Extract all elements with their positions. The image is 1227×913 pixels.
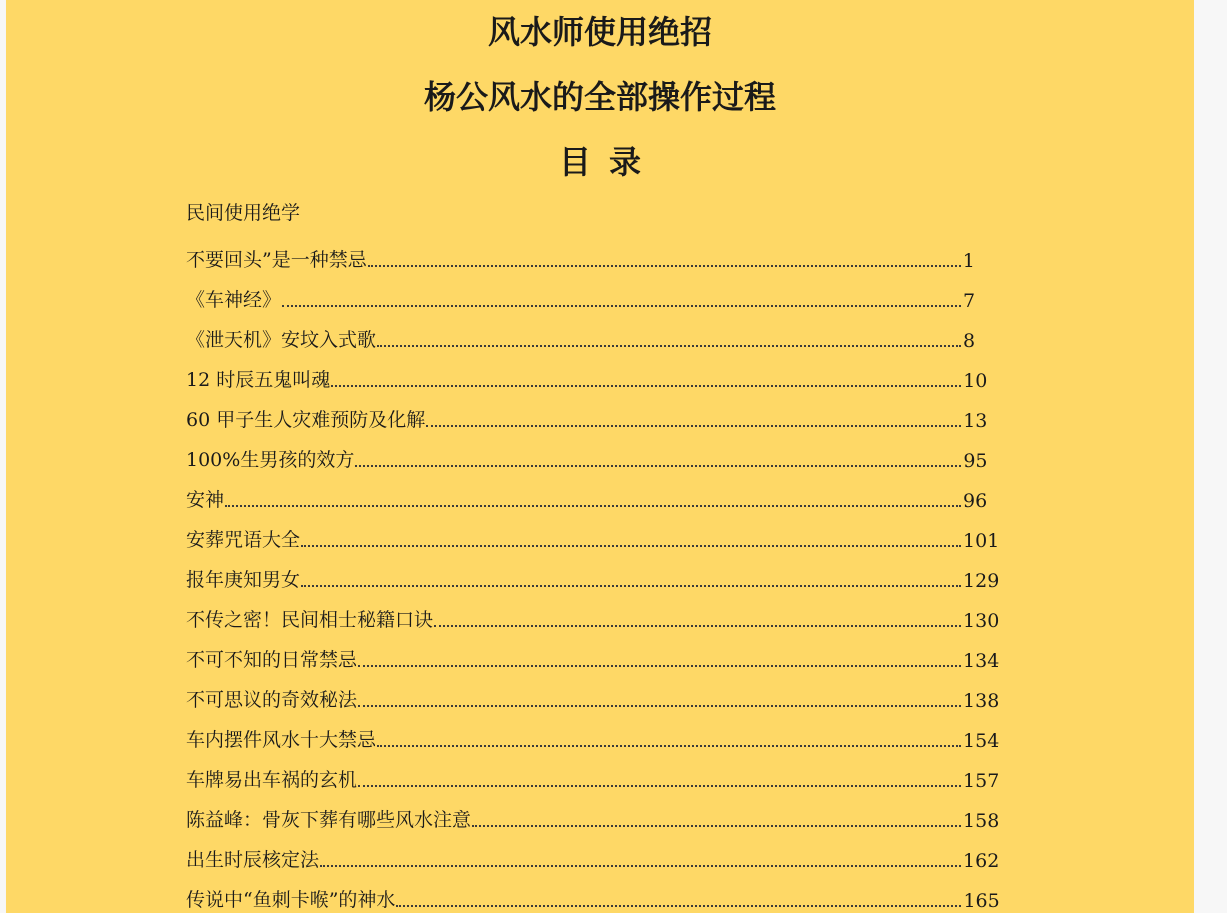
toc-leader-dots xyxy=(472,825,961,827)
toc-entry[interactable] xyxy=(186,636,1006,676)
toc-leader-dots xyxy=(225,505,961,507)
toc-leader-dots xyxy=(301,545,961,547)
viewer-margin xyxy=(1194,0,1227,913)
toc-entry-page-number: 96 xyxy=(963,490,988,512)
toc-entry[interactable] xyxy=(186,556,1006,596)
toc-entry[interactable] xyxy=(186,396,1006,436)
toc-entry-title: 不可不知的日常禁忌 xyxy=(186,649,358,671)
toc-entry[interactable] xyxy=(186,756,1006,796)
document-title: 风水师使用绝招 xyxy=(487,13,712,51)
toc-leader-dots xyxy=(426,425,961,427)
toc-entry[interactable] xyxy=(186,516,1006,556)
toc-leader-dots xyxy=(282,305,961,307)
toc-leader-dots xyxy=(355,465,961,467)
toc-entry-page-number: 101 xyxy=(963,530,1000,552)
toc-leader-dots xyxy=(396,905,961,907)
toc-entry-title: 陈益峰：骨灰下葬有哪些风水注意 xyxy=(186,809,472,831)
toc-entry-page-number: 13 xyxy=(963,410,988,432)
toc-entry-title: 安葬咒语大全 xyxy=(186,529,301,551)
toc-entry-title: 100%生男孩的效方 xyxy=(186,449,355,471)
toc-entry-page-number: 1 xyxy=(962,250,975,272)
toc-entry-page-number: 129 xyxy=(963,570,1000,592)
toc-entry[interactable] xyxy=(186,276,1006,316)
toc-entry-title: 报年庚知男女 xyxy=(186,569,301,591)
toc-entry-title: 60 甲子生人灾难预防及化解 xyxy=(186,409,426,431)
toc-entry-title: 车牌易出车祸的玄机 xyxy=(186,769,358,791)
toc-entry-title: 传说中“鱼刺卡喉”的神水 xyxy=(186,889,396,911)
toc-leader-dots xyxy=(358,705,961,707)
toc-entry[interactable] xyxy=(186,356,1006,396)
toc-entry-page-number: 130 xyxy=(963,610,1000,632)
toc-entry-title: 不传之密！民间相士秘籍口诀 xyxy=(186,609,434,631)
toc-entry-title: 《泄天机》安坟入式歌 xyxy=(186,329,377,351)
toc-leader-dots xyxy=(377,345,961,347)
toc-leader-dots xyxy=(301,585,961,587)
toc-leader-dots xyxy=(358,785,961,787)
toc-entry-title: 《车神经》 xyxy=(186,289,282,311)
toc-entry-page-number: 154 xyxy=(963,730,1000,752)
toc-entry[interactable] xyxy=(186,476,1006,516)
document-page xyxy=(6,0,1194,913)
toc-entry[interactable] xyxy=(186,436,1006,476)
toc-entry-title: 出生时辰核定法 xyxy=(186,849,320,871)
toc-entry-title: 安神 xyxy=(186,489,225,511)
toc-leader-dots xyxy=(331,385,961,387)
toc-entry-page-number: 95 xyxy=(963,450,988,472)
toc-leader-dots xyxy=(320,865,961,867)
toc-entry-title: 12 时辰五鬼叫魂 xyxy=(186,369,331,391)
toc-entry[interactable] xyxy=(186,236,1006,276)
toc-heading: 目录 xyxy=(558,143,659,181)
toc-entry[interactable] xyxy=(186,876,1006,913)
toc-leader-dots xyxy=(377,745,961,747)
toc-entry-title: 不可思议的奇效秘法 xyxy=(186,689,358,711)
toc-entry[interactable] xyxy=(186,596,1006,636)
toc-entry-page-number: 8 xyxy=(963,330,976,352)
toc-entry[interactable] xyxy=(186,316,1006,356)
toc-entry-page-number: 138 xyxy=(963,690,1000,712)
toc-leader-dots xyxy=(358,665,961,667)
toc-entry[interactable] xyxy=(186,796,1006,836)
toc-entry[interactable] xyxy=(186,836,1006,876)
toc-entry-page-number: 157 xyxy=(963,770,1000,792)
toc-entry-title: 不要回头”是一种禁忌 xyxy=(186,249,367,271)
toc-entry-title: 车内摆件风水十大禁忌 xyxy=(186,729,377,751)
toc-entry-page-number: 158 xyxy=(963,810,1000,832)
toc-leader-dots xyxy=(368,265,961,267)
toc-leader-dots xyxy=(434,625,961,627)
toc-entry-page-number: 10 xyxy=(963,370,988,392)
toc-entry[interactable] xyxy=(186,716,1006,756)
document-subtitle: 杨公风水的全部操作过程 xyxy=(423,78,776,116)
section-heading: 民间使用绝学 xyxy=(186,202,301,224)
toc-entry-page-number: 7 xyxy=(963,290,976,312)
toc-entry-page-number: 165 xyxy=(963,890,1000,912)
toc-entry-page-number: 162 xyxy=(963,850,1000,872)
toc-entry-page-number: 134 xyxy=(963,650,1000,672)
toc-entry[interactable] xyxy=(186,676,1006,716)
table-of-contents xyxy=(186,236,1006,913)
